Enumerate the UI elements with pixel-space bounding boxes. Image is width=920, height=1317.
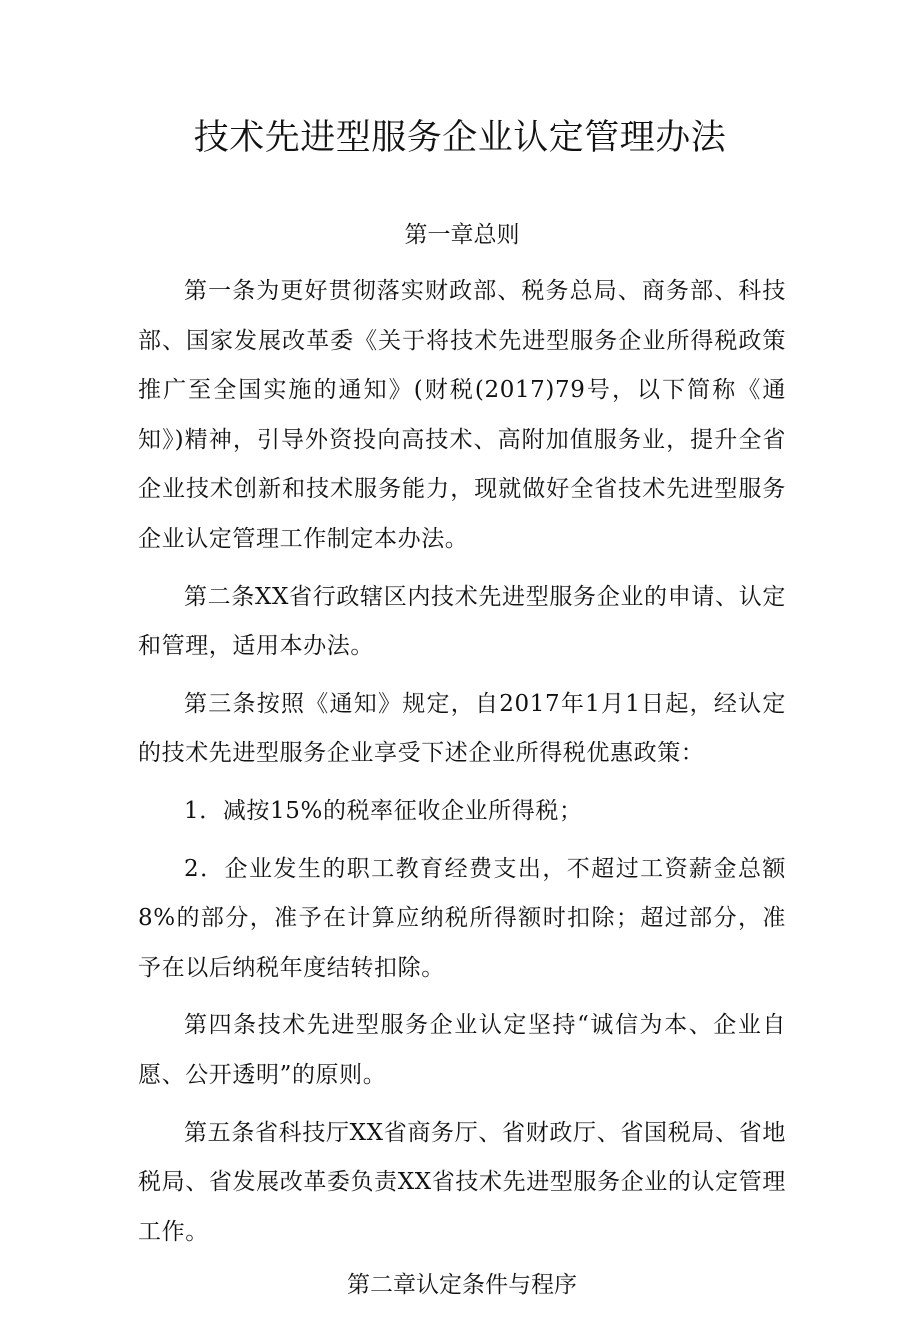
article-2: 第二条XX省行政辖区内技术先进型服务企业的申请、认定和管理，适用本办法。 (138, 583, 786, 660)
article-3-item-1: 1．减按15%的税率征收企业所得税； (184, 797, 583, 824)
article-4: 第四条技术先进型服务企业认定坚持“诚信为本、企业自愿、公开透明”的原则。 (138, 1012, 786, 1088)
chapter-heading-1: 第一章总则 (404, 222, 520, 248)
document-title: 技术先进型服务企业认定管理办法 (193, 118, 727, 158)
article-1: 第一条为更好贯彻落实财政部、税务总局、商务部、科技部、国家发展改革委《关于将技术先进型服务企业所得税政策推广至全国实施的通知》(财税(2017)79号，以下简称《通知》)精神，引导外资投向高技术、高附加值服务业，提升全省企业技术创新和技术服务能力，现就做好全省技术先进型服务企业认定管理工作制定本办法。 (138, 278, 786, 552)
article-5: 第五条省科技厅XX省商务厅、省财政厅、省国税局、省地税局、省发展改革委负责XX省技术先进型服务企业的认定管理工作。 (138, 1119, 786, 1245)
chapter-heading-2: 第二章认定条件与程序 (347, 1272, 577, 1299)
document-body (138, 215, 786, 1317)
article-3-item-2: 2．企业发生的职工教育经费支出，不超过工资薪金总额8%的部分，准予在计算应纳税所得额时扣除；超过部分，准予在以后纳税年度结转扣除。 (138, 855, 786, 981)
article-3: 第三条按照《通知》规定，自2017年1月1日起，经认定的技术先进型服务企业享受下述企业所得税优惠政策： (138, 690, 786, 767)
